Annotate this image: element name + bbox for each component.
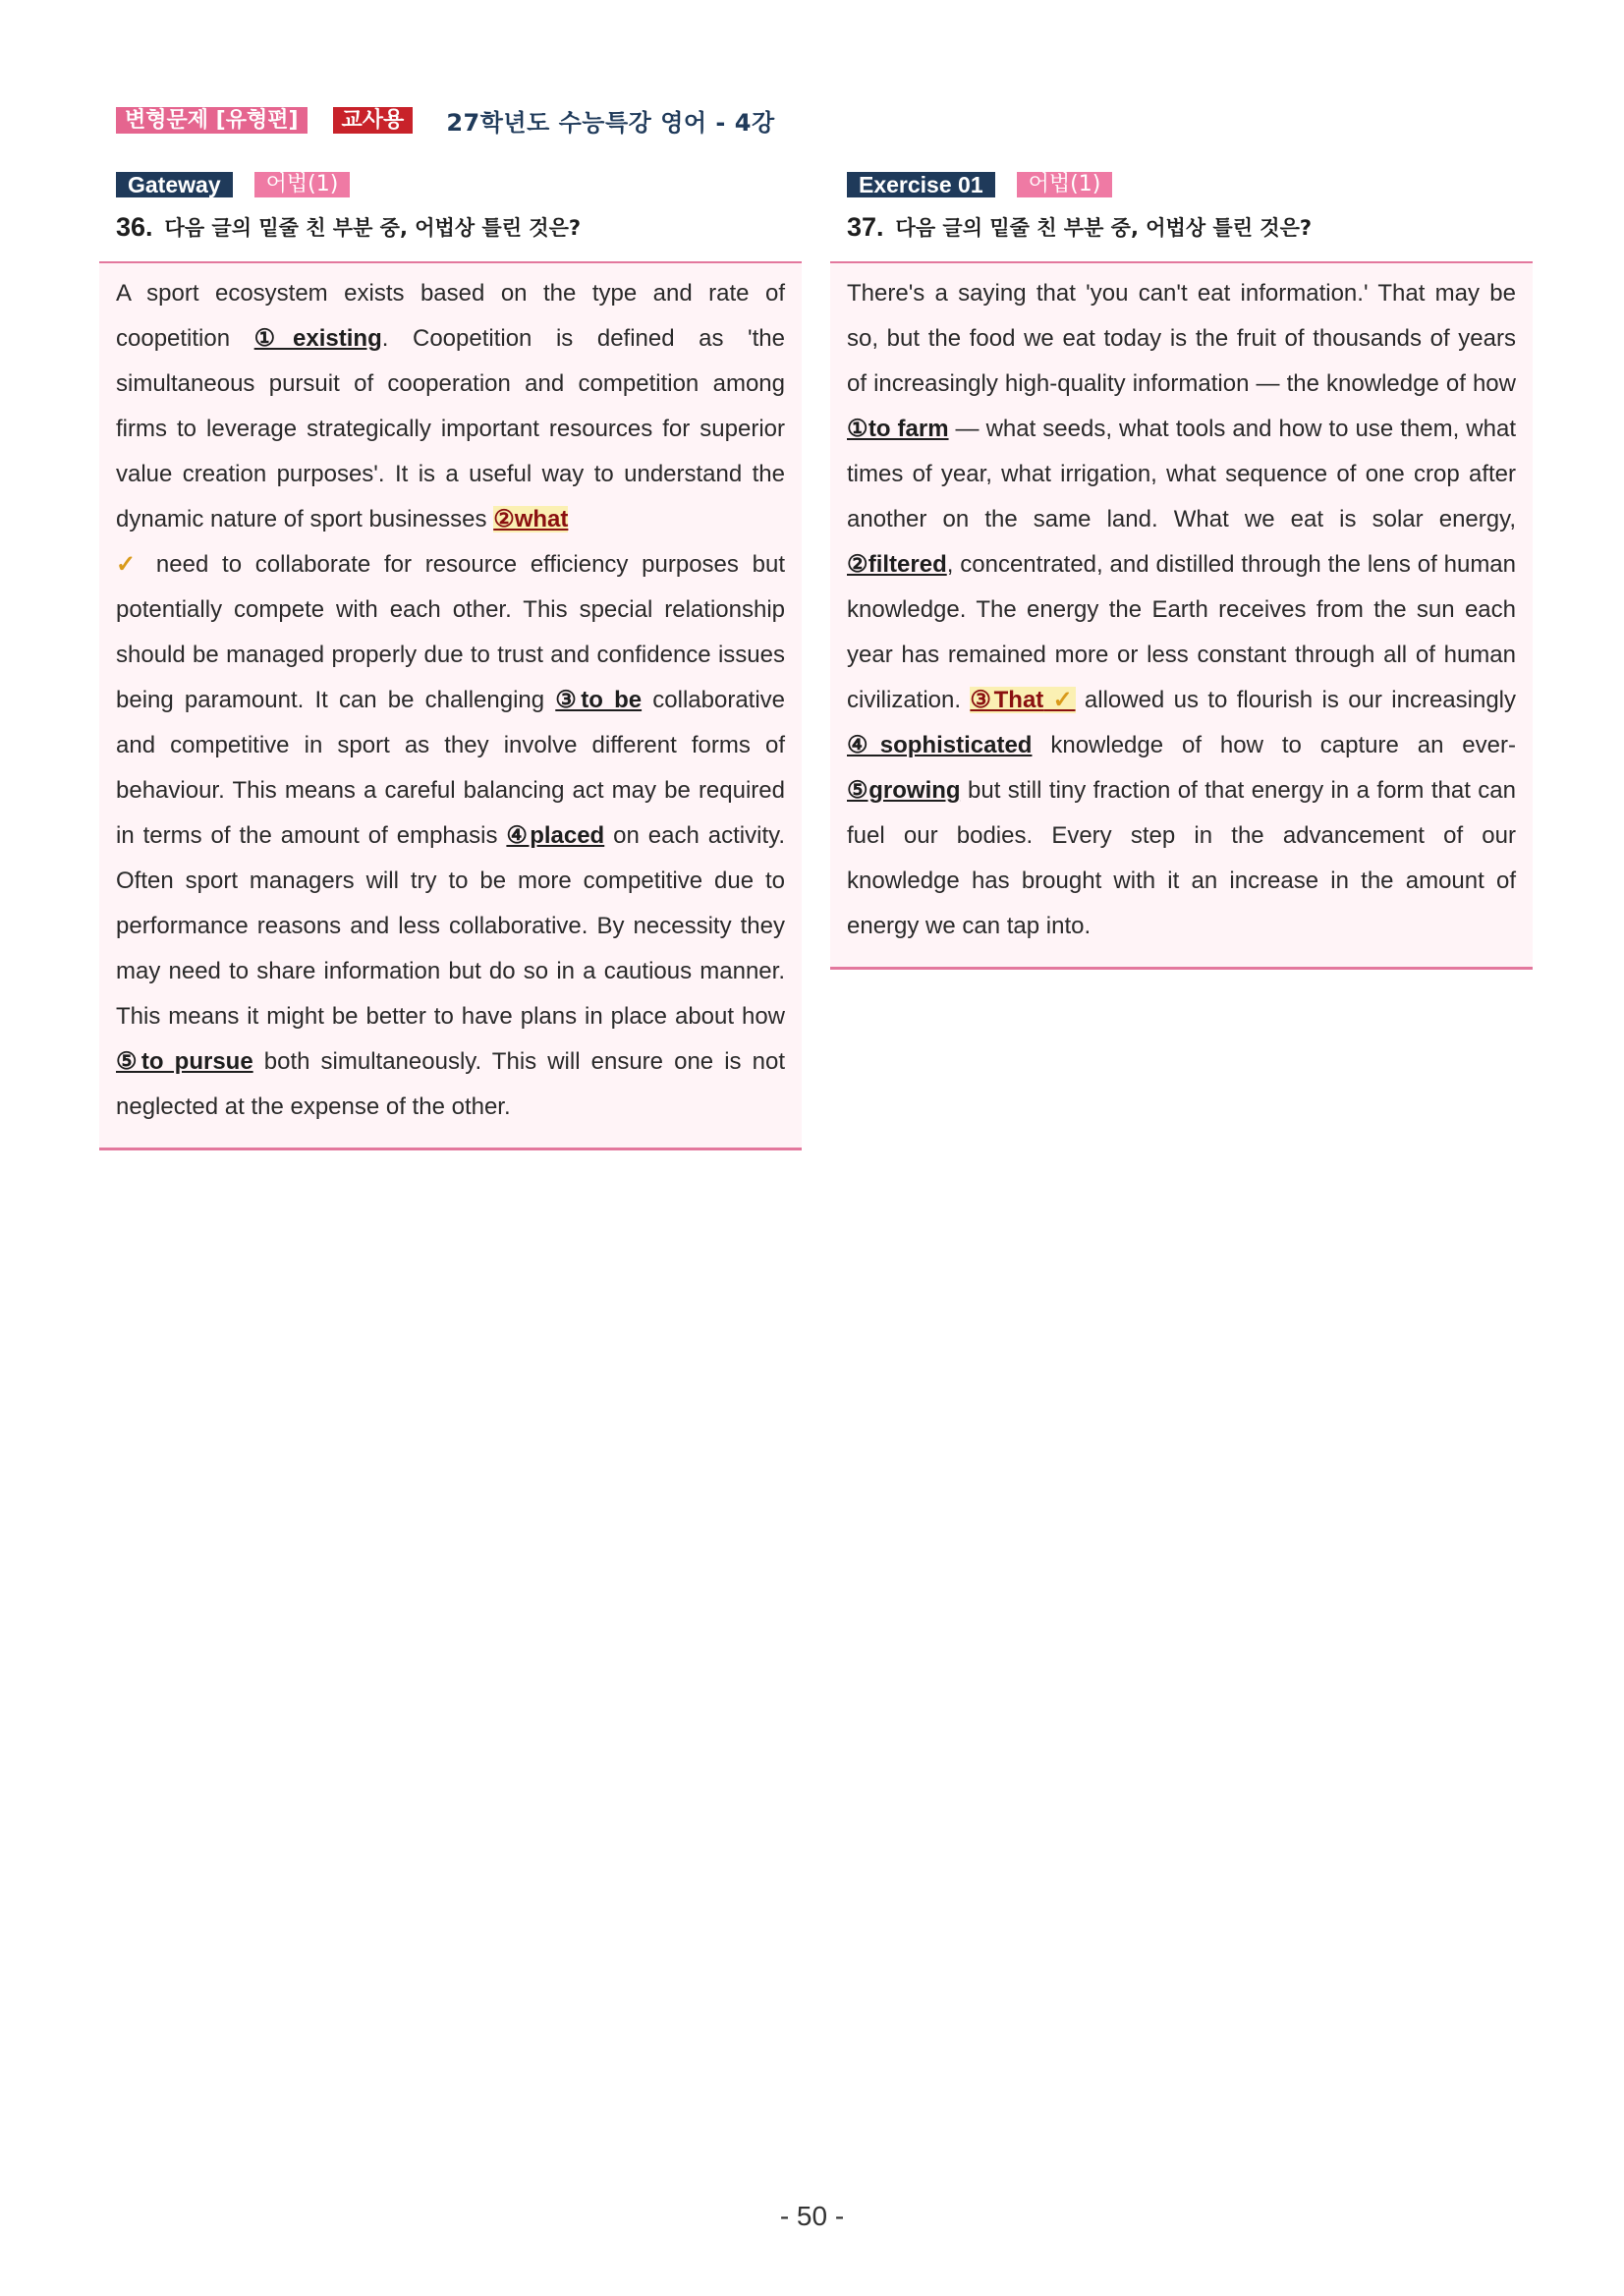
passage-text: There's a saying that 'you can't eat information.' That may be so, but the food we eat today is the fruit of thousands of years of increasingly high-quality information — the knowledge of how — [847, 280, 1516, 397]
question-text: 다음 글의 밑줄 친 부분 중, 어법상 틀린 것은? — [164, 216, 582, 240]
choice-3-answer — [970, 687, 1075, 713]
question-number: 36. — [116, 211, 153, 242]
left-column-header — [99, 169, 802, 200]
page-number: - 50 - — [779, 2201, 845, 2231]
choice-5: ⑤growing — [847, 777, 961, 804]
question-number: 37. — [847, 211, 884, 242]
passage-text: both simultaneously. This will ensure one is not neglected at the expense of the other. — [116, 1048, 785, 1120]
passage-37 — [830, 261, 1533, 970]
choice-1: ①to farm — [847, 416, 949, 442]
check-icon: ✓ — [1043, 687, 1076, 713]
passage-text: but still tiny fraction of that energy in a form that can fuel our bodies. Every step in the advancement of our knowledge has brought with it an increase in the amount of energy we can tap into. — [847, 777, 1516, 939]
choice-1: ①existing — [253, 325, 382, 352]
passage-36 — [99, 261, 802, 1150]
question-37 — [830, 210, 1533, 244]
gateway-label: Gateway — [116, 172, 233, 197]
passage-text: . Coopetition is defined as 'the simultaneous pursuit of cooperation and competition among firms to leverage strategically important resources for superior value creation purposes'. It is a useful way to understand the dynamic nature of sport businesses — [116, 325, 785, 532]
left-column — [99, 169, 802, 1150]
choice-3: ③to be — [555, 687, 643, 713]
category-label: 어법(1) — [1017, 172, 1113, 197]
right-column — [830, 169, 1533, 970]
choice-3-text: ③That — [970, 687, 1044, 713]
passage-text: A sport ecosystem exists based on the type and rate of coopetition — [116, 280, 785, 352]
passage-text: , concentrated, and distilled through the lens of human knowledge. The energy the Earth receives from the sun each year has remained more or less constant through all of human civilization. — [847, 551, 1517, 713]
question-text: 다음 글의 밑줄 친 부분 중, 어법상 틀린 것은? — [895, 216, 1313, 240]
choice-4: ④sophisticated — [847, 732, 1033, 758]
passage-text: — what seeds, what tools and how to use them, what times of year, what irrigation, what sequence of one crop after another on the same land. What we eat is solar energy, — [847, 416, 1516, 532]
choice-2-answer: ②what — [493, 506, 569, 532]
document-title: 27학년도 수능특강 영어 - 4강 — [446, 108, 775, 137]
type-tag: 변형문제 [유형편] — [116, 107, 308, 134]
teacher-tag: 교사용 — [333, 107, 414, 134]
right-column-header — [830, 169, 1533, 200]
passage-text: on each activity. Often sport managers will try to be more competitive due to performance reasons and less collaborative. By necessity they may need to share information but do so in a cautious manner. This means it might be better to have plans in place about how — [116, 822, 786, 1030]
passage-text: knowledge of how to capture an ever- — [1032, 732, 1516, 758]
choice-2: ②filtered — [847, 551, 947, 578]
choice-5: ⑤to pursue — [116, 1048, 253, 1075]
page-header — [116, 104, 775, 136]
passage-text: collaborative and competitive in sport as they involve different forms of behaviour. This means a careful balancing act may be required in terms of the amount of emphasis — [116, 687, 786, 849]
category-label: 어법(1) — [254, 172, 351, 197]
exercise-label: Exercise 01 — [847, 172, 995, 197]
passage-text: need to collaborate for resource efficiency purposes but potentially compete with each other. This special relationship should be managed properly due to trust and confidence issues being paramount. It can be challenging — [116, 551, 786, 713]
question-36 — [99, 210, 802, 244]
check-icon: ✓ — [116, 551, 143, 578]
choice-4: ④placed — [506, 822, 605, 849]
passage-text: allowed us to flourish is our increasingly — [1075, 687, 1516, 713]
